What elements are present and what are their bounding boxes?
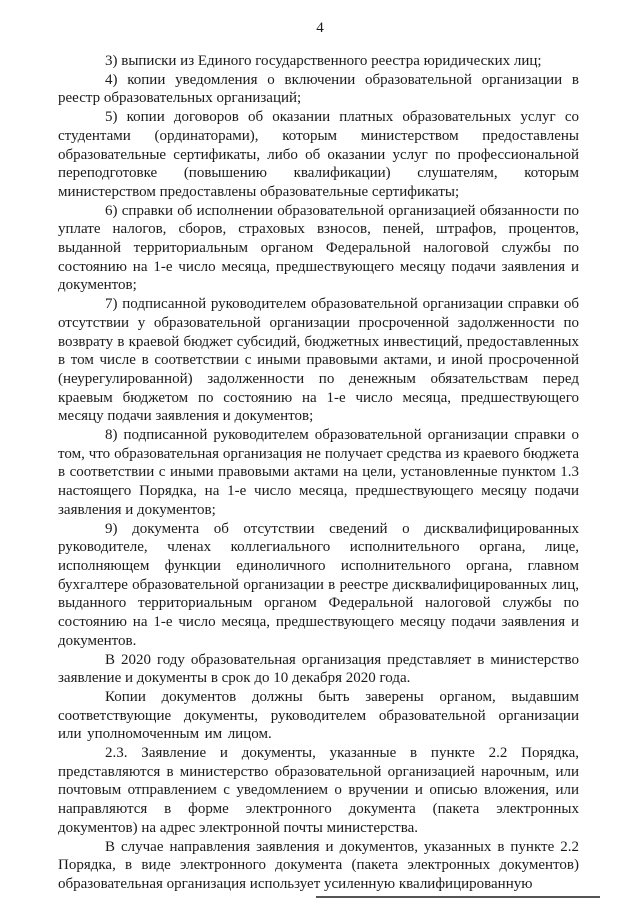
paragraph-item-8: 8) подписанной руководителем образовательной организации справки о том, что образовательная организация не получает средства из краевого бюджета в соответствии с иными правовыми актами на цели, установленные пунктом 1.3 настоящего Порядка, на 1-е число месяца, предшествующего месяцу подачи заявления и документов; <box>58 427 579 518</box>
paragraph-copies-certification: Копии документов должны быть заверены органом, выдавшим соответствующие документы, руководителем образовательной организации или уполномоченным им лицом. <box>58 688 579 743</box>
paragraph-item-6: 6) справки об исполнении образовательной организацией обязанности по уплате налогов, сборов, страховых взносов, пеней, штрафов, процентов, выданной территориальным органом Федеральной налоговой службы по состоянию на 1-е число месяца, предшествующего месяцу подачи заявления и документов; <box>58 202 579 294</box>
paragraph-clause-2-3: 2.3. Заявление и документы, указанные в пункте 2.2 Порядка, представляются в министерство образовательной организацией нарочным, или почтовым отправлением с уведомлением о вручении и описью вложения, или направляются в форме электронного документа (пакета электронных документов) на адрес электронной почты министерства. <box>58 745 579 836</box>
paragraph-item-7: 7) подписанной руководителем образовательной организации справки об отсутствии у образовательной организации просроченной задолженности по возврату в краевой бюджет субсидий, бюджетных инвестиций, предоставленных в том числе в соответствии с иными правовыми актами, и иной просроченной (неурегулированной) задолженности по денежным обязательствам перед краевым бюджетом по состоянию на 1-е число месяца, предшествующего месяцу подачи заявления и документов; <box>58 296 579 425</box>
paragraph-item-5: 5) копии договоров об оказании платных образовательных услуг со студентами (ординаторами), которым министерством предоставлены образовательные сертификаты, либо об оказании услуг по профессиональной переподготовке (повышению квалификации) слушателям, которым министерством предоставлены образовательные сертификаты; <box>58 109 579 200</box>
paragraph-item-3: 3) выписки из Единого государственного реестра юридических лиц; <box>105 53 542 69</box>
page-bottom-rule <box>316 896 600 898</box>
document-body <box>58 52 579 894</box>
paragraph-deadline-2020: В 2020 году образовательная организация представляет в министерство заявление и документы в срок до 10 декабря 2020 года. <box>58 651 579 687</box>
paragraph-electronic-submission: В случае направления заявления и документов, указанных в пункте 2.2 Порядка, в виде электронного документа (пакета электронных документов) образовательная организация использует усиленную квалифицированную <box>58 838 579 892</box>
paragraph-item-9: 9) документа об отсутствии сведений о дисквалифицированных руководителе, членах коллегиального исполнительного органа, лице, исполняющем функции единоличного исполнительного органа, главном бухгалтере образовательной организации в реестре дисквалифицированных лиц, выданного территориальным органом Федеральной налоговой службы по состоянию на 1-е число месяца, предшествующего месяцу подачи заявления и документов. <box>58 520 579 649</box>
paragraph-item-4: 4) копии уведомления о включении образовательной организации в реестр образовательных организаций; <box>58 71 579 107</box>
page-number: 4 <box>316 20 324 36</box>
